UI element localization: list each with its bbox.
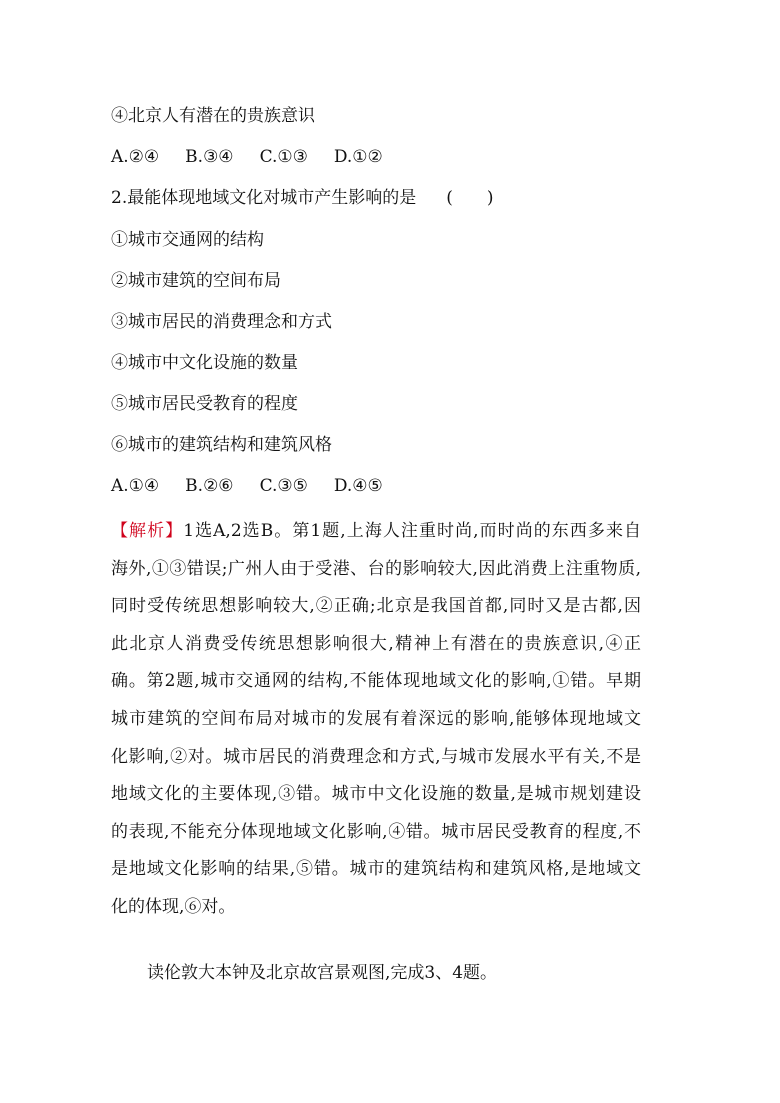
explanation-tag: 【解析】 [111, 521, 184, 541]
explanation-line: 是地域文化影响的结果,⑤错。城市的建筑结构和建筑风格,是地域文 [111, 859, 641, 880]
explanation-line: 此北京人消费受传统思想影响很大,精神上有潜在的贵族意识,④正 [111, 633, 641, 654]
q2-option-c: C.③⑤ [259, 476, 308, 496]
q1-item-4: ④北京人有潜在的贵族意识 [111, 106, 315, 126]
explanation-line: 【解析】1选A,2选B。第1题,上海人注重时尚,而时尚的东西多来自 [111, 521, 642, 541]
q2-stem: 2.最能体现地域文化对城市产生影响的是 [111, 188, 417, 208]
q2-item-6: ⑥城市的建筑结构和建筑风格 [111, 435, 332, 455]
q1-option-a: A.②④ [111, 147, 160, 167]
q2-answer-blank: ( ) [446, 188, 494, 208]
q2-item-3: ③城市居民的消费理念和方式 [111, 312, 332, 332]
explanation-line: 化影响,②对。城市居民的消费理念和方式,与城市发展水平有关,不是 [111, 746, 641, 767]
next-question-intro: 读伦敦大本钟及北京故宫景观图,完成3、4题。 [147, 963, 498, 983]
explanation-line: 同时受传统思想影响较大,②正确;北京是我国首都,同时又是古都,因 [111, 596, 641, 617]
explanation-line: 海外,①③错误;广州人由于受港、台的影响较大,因此消费上注重物质, [111, 558, 641, 579]
q2-option-d: D.④⑤ [333, 476, 383, 496]
q1-option-c: C.①③ [259, 147, 308, 167]
explanation-line: 城市建筑的空间布局对城市的发展有着深远的影响,能够体现地域文 [111, 708, 641, 729]
q2-option-b: B.②⑥ [185, 476, 234, 496]
q2-item-2: ②城市建筑的空间布局 [111, 271, 281, 291]
q2-item-4: ④城市中文化设施的数量 [111, 353, 298, 373]
explanation-line: 确。第2题,城市交通网的结构,不能体现地域文化的影响,①错。早期 [111, 671, 641, 692]
q1-option-b: B.③④ [185, 147, 234, 167]
q2-option-a: A.①④ [111, 476, 160, 496]
q2-options [111, 474, 383, 498]
q2-item-1: ①城市交通网的结构 [111, 230, 264, 250]
explanation-block [111, 513, 641, 927]
q1-options [111, 145, 383, 169]
explanation-line: 化的体现,⑥对。 [111, 896, 236, 917]
explanation-line: 地域文化的主要体现,③错。城市中文化设施的数量,是城市规划建设 [111, 784, 641, 805]
q2-stem-line [111, 186, 494, 210]
q2-item-5: ⑤城市居民受教育的程度 [111, 394, 298, 414]
explanation-line: 的表现,不能充分体现地域文化影响,④错。城市居民受教育的程度,不 [111, 821, 641, 842]
q1-option-d: D.①② [333, 147, 383, 167]
